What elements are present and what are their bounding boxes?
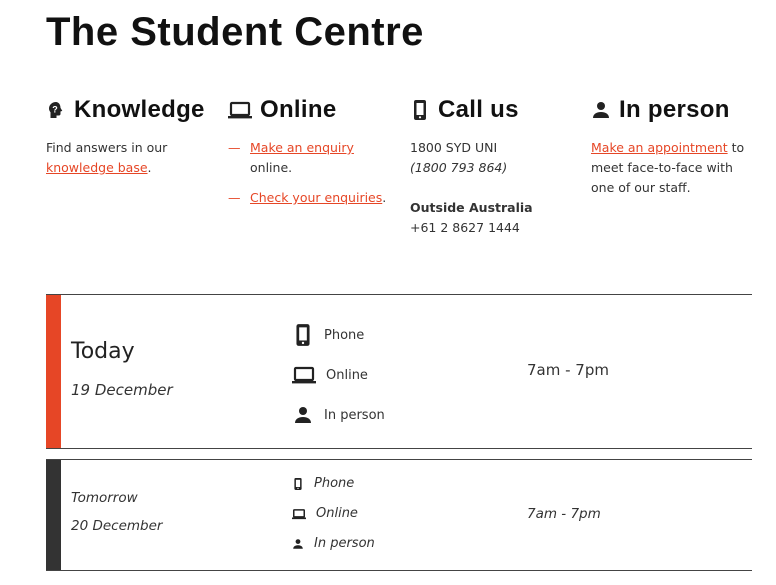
head-question-icon: [46, 100, 66, 120]
laptop-icon: [292, 365, 316, 385]
mobile-phone-icon: [410, 99, 430, 121]
service-in-person: [292, 536, 375, 551]
page-title: The Student Centre: [46, 10, 424, 54]
knowledge-base-link[interactable]: knowledge base: [46, 160, 148, 175]
day-accent-bar: [46, 295, 61, 448]
knowledge-text: Find answers in our knowledge base.: [46, 140, 168, 175]
online-item-check: — Check your enquiries.: [228, 188, 398, 208]
check-enquiries-link[interactable]: Check your enquiries: [250, 190, 383, 205]
service-label: Online: [326, 367, 368, 383]
dash-marker: —: [228, 140, 241, 155]
outside-australia-number: +61 2 8627 1444: [410, 220, 520, 235]
in-person-heading-text: In person: [619, 96, 730, 123]
service-label: In person: [314, 536, 375, 551]
call-number-alt: (1800 793 864): [410, 160, 508, 175]
service-online: [292, 506, 358, 521]
service-label: Online: [316, 506, 358, 521]
service-online: [292, 365, 368, 385]
opening-hours: 7am - 7pm: [527, 361, 609, 379]
laptop-icon: [292, 508, 306, 520]
in-person-section: [591, 96, 756, 198]
make-enquiry-link[interactable]: Make an enquiry: [250, 140, 354, 155]
opening-hours: 7am - 7pm: [527, 506, 601, 522]
dash-marker: —: [228, 190, 241, 205]
online-heading: [228, 96, 398, 124]
mobile-phone-icon: [292, 323, 314, 347]
hours-row-today: [46, 294, 752, 449]
svg-text:?: ?: [52, 104, 59, 115]
day-label: Today: [71, 339, 135, 364]
online-section: [228, 96, 398, 218]
day-label: Tomorrow: [71, 490, 138, 506]
in-person-heading: [591, 96, 756, 124]
outside-australia-label: Outside Australia: [410, 200, 533, 215]
service-label: Phone: [314, 476, 355, 491]
day-accent-bar: [46, 460, 61, 570]
online-heading-text: Online: [260, 96, 337, 123]
mobile-phone-icon: [292, 477, 304, 491]
call-number: 1800 SYD UNI: [410, 140, 498, 155]
service-label: Phone: [324, 327, 365, 343]
person-icon: [292, 538, 304, 550]
knowledge-section: [46, 96, 216, 178]
knowledge-heading-text: Knowledge: [74, 96, 205, 123]
service-label: In person: [324, 407, 385, 423]
day-date: 19 December: [71, 381, 173, 399]
make-appointment-link[interactable]: Make an appointment: [591, 140, 728, 155]
day-date: 20 December: [71, 518, 163, 534]
person-icon: [591, 100, 611, 120]
service-in-person: [292, 405, 385, 425]
hours-row-tomorrow: [46, 459, 752, 571]
online-item-enquiry: — Make an enquiry online.: [228, 138, 398, 178]
in-person-text: Make an appointment to meet face-to-face with one of our staff.: [591, 140, 745, 195]
laptop-icon: [228, 100, 252, 120]
call-heading-text: Call us: [438, 96, 519, 123]
call-section: [410, 96, 580, 238]
person-icon: [292, 405, 314, 425]
knowledge-heading: [46, 96, 216, 124]
service-phone: [292, 323, 364, 347]
call-heading: [410, 96, 580, 124]
service-phone: [292, 476, 354, 491]
